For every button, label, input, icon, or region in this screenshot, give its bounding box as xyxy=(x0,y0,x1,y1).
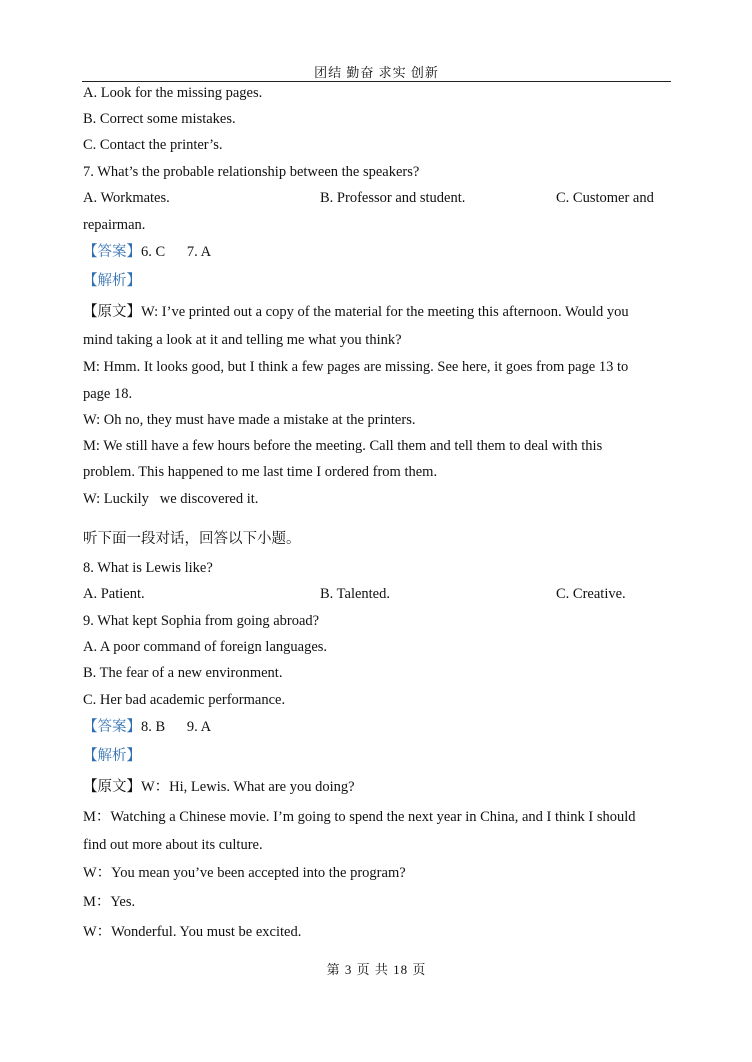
q7-options-row xyxy=(83,189,672,207)
q9-option-a: A. A poor command of foreign languages. xyxy=(83,639,328,655)
transcript-2-line-1 xyxy=(83,778,355,796)
transcript-text: W: I’ve printed out a copy of the material for the meeting this afternoon. Would you xyxy=(141,304,629,320)
q8-option-c: C. Creative. xyxy=(556,586,626,602)
transcript-1-line-8: W: Luckily we discovered it. xyxy=(83,491,259,507)
transcript-text: W：Hi, Lewis. What are you doing? xyxy=(141,779,355,795)
q9-question: 9. What kept Sophia from going abroad? xyxy=(83,613,320,629)
transcript-tag: 【原文】 xyxy=(83,779,141,795)
analysis-block-1 xyxy=(83,272,141,290)
transcript-2-line-2: M：Watching a Chinese movie. I’m going to spend the next year in China, and I think I should xyxy=(83,809,636,825)
header-divider xyxy=(82,81,671,82)
q8-question: 8. What is Lewis like? xyxy=(83,560,213,576)
q9-option-b: B. The fear of a new environment. xyxy=(83,665,283,681)
q6-option-a: A. Look for the missing pages. xyxy=(83,85,263,101)
transcript-2-line-3: find out more about its culture. xyxy=(83,837,263,853)
q8-option-b: B. Talented. xyxy=(320,586,390,602)
q7-option-a: A. Workmates. xyxy=(83,190,170,206)
transcript-2-line-6: W：Wonderful. You must be excited. xyxy=(83,924,302,940)
transcript-2-line-5: M：Yes. xyxy=(83,894,136,910)
analysis-block-2 xyxy=(83,747,141,765)
transcript-1-line-5: W: Oh no, they must have made a mistake at the printers. xyxy=(83,412,416,428)
answer-block-1 xyxy=(83,243,211,261)
q6-option-c: C. Contact the printer’s. xyxy=(83,137,223,153)
q8-options-row xyxy=(83,585,672,603)
answer-tag: 【答案】 xyxy=(83,719,141,735)
analysis-tag: 【解析】 xyxy=(83,273,141,289)
transcript-1-line-6: M: We still have a few hours before the meeting. Call them and tell them to deal with this xyxy=(83,438,603,454)
page-footer: 第 3 页 共 18 页 xyxy=(326,962,427,977)
q8-option-a: A. Patient. xyxy=(83,586,145,602)
q7-question: 7. What’s the probable relationship between the speakers? xyxy=(83,164,420,180)
q6-option-b: B. Correct some mistakes. xyxy=(83,111,236,127)
section-instruction: 听下面一段对话，回答以下小题。 xyxy=(83,531,301,547)
answer-tag: 【答案】 xyxy=(83,244,141,260)
transcript-1-line-7: problem. This happened to me last time I ordered from them. xyxy=(83,464,438,480)
answer-text: 6. C 7. A xyxy=(141,244,212,260)
transcript-tag: 【原文】 xyxy=(83,304,141,320)
transcript-1-line-2: mind taking a look at it and telling me what you think? xyxy=(83,332,402,348)
analysis-tag: 【解析】 xyxy=(83,748,141,764)
transcript-2-line-4: W：You mean you’ve been accepted into the program? xyxy=(83,865,406,881)
q7-option-b: B. Professor and student. xyxy=(320,190,466,206)
q7-option-c: C. Customer and xyxy=(556,190,654,206)
answer-text: 8. B 9. A xyxy=(141,719,212,735)
transcript-1-line-3: M: Hmm. It looks good, but I think a few pages are missing. See here, it goes from page 13 to xyxy=(83,359,629,375)
answer-block-2 xyxy=(83,718,211,736)
page-header: 团结 勤奋 求实 创新 xyxy=(314,65,439,80)
q9-option-c: C. Her bad academic performance. xyxy=(83,692,286,708)
transcript-1-line-4: page 18. xyxy=(83,386,133,402)
transcript-1-line-1 xyxy=(83,303,629,321)
q7-option-c-continued: repairman. xyxy=(83,217,146,233)
